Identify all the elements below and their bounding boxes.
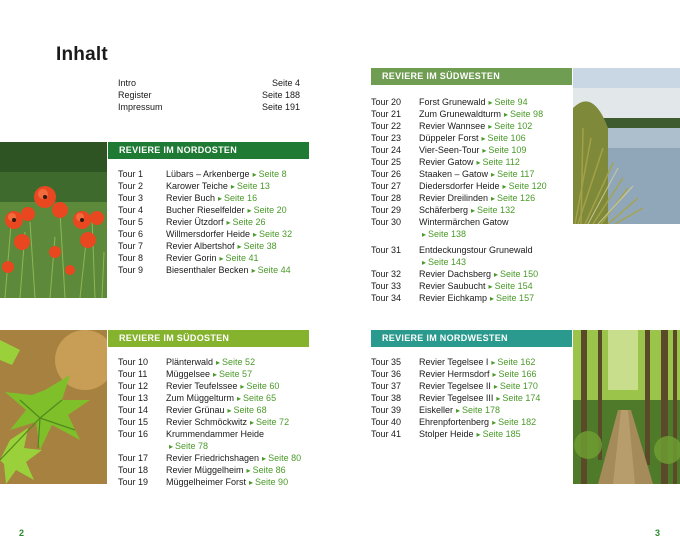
tour-number: Tour 13: [118, 393, 149, 403]
toc-entry-intro[interactable]: [118, 77, 300, 89]
tour-page: ▸ Seite 106: [482, 132, 526, 144]
tour-page: ▸ Seite 109: [482, 144, 526, 156]
tour-page: ▸ Seite 174: [496, 392, 540, 404]
tour-name: Zum Grunewaldturm: [419, 109, 502, 119]
tour-number: Tour 22: [371, 121, 402, 131]
toc-entry-tour[interactable]: [371, 356, 540, 368]
page-number-left: 2: [19, 528, 25, 538]
toc-entry-tour[interactable]: [371, 268, 547, 280]
tour-number: Tour 26: [371, 169, 402, 179]
tour-number: Tour 7: [118, 241, 144, 251]
toc-entry-tour[interactable]: [118, 192, 292, 204]
toc-entry-tour[interactable]: [371, 204, 547, 216]
tour-number: Tour 36: [371, 369, 402, 379]
tour-name: Revier Tegelsee III: [419, 393, 494, 403]
tour-page: ▸ Seite 98: [504, 108, 543, 120]
lake-reeds-photo: [573, 68, 680, 224]
tour-page: ▸ Seite 80: [262, 452, 301, 464]
section-banner-suedwesten: REVIERE IM SÜDWESTEN: [371, 68, 572, 85]
toc-entry-tour[interactable]: [371, 120, 547, 132]
section-banner-nordosten: REVIERE IM NORDOSTEN: [108, 142, 309, 159]
toc-entry-tour[interactable]: [371, 144, 547, 156]
tour-number: Tour 24: [371, 145, 402, 155]
toc-entry-tour[interactable]: [118, 240, 292, 252]
tour-name: Revier Tegelsee II: [419, 381, 491, 391]
toc-entry-tour[interactable]: [371, 132, 547, 144]
tour-name: Revier Dachsberg: [419, 269, 492, 279]
tour-number: Tour 23: [371, 133, 402, 143]
toc-entry-tour[interactable]: [371, 180, 547, 192]
toc-entry-tour[interactable]: [118, 404, 301, 416]
toc-entry-tour[interactable]: [118, 476, 301, 488]
entry-label: Register: [118, 90, 152, 100]
toc-entry-impressum[interactable]: [118, 101, 300, 113]
toc-entry-tour[interactable]: [371, 368, 540, 380]
tour-page: ▸ Seite 20: [248, 204, 287, 216]
toc-entry-tour[interactable]: [371, 192, 547, 204]
tour-name: Revier Gorin: [166, 253, 217, 263]
tour-page: ▸ Seite 78: [169, 440, 208, 452]
tour-name: Bucher Rieselfelder: [166, 205, 245, 215]
tour-number: Tour 9: [118, 265, 144, 275]
toc-entry-tour[interactable]: [371, 96, 547, 108]
tour-page: ▸ Seite 32: [253, 228, 292, 240]
tour-page: ▸ Seite 117: [491, 168, 534, 180]
entry-page: Seite 191: [261, 102, 300, 112]
toc-entry-tour[interactable]: [371, 392, 540, 404]
tour-page: ▸ Seite 90: [249, 476, 288, 488]
tour-name: Schäferberg: [419, 205, 469, 215]
tour-page: ▸ Seite 143: [422, 256, 466, 268]
tour-name: Revier Schmöckwitz: [166, 417, 248, 427]
section-banner-suedosten: REVIERE IM SÜDOSTEN: [108, 330, 309, 347]
toc-entry-tour[interactable]: [118, 216, 292, 228]
section-banner-nordwesten: REVIERE IM NORDWESTEN: [371, 330, 572, 347]
toc-entry-tour[interactable]: [118, 356, 301, 368]
tour-number: Tour 5: [118, 217, 144, 227]
tour-page: ▸ Seite 13: [231, 180, 270, 192]
tour-name: Stolper Heide: [419, 429, 474, 439]
tour-name: Forst Grunewald: [419, 97, 486, 107]
tour-page: ▸ Seite 16: [218, 192, 257, 204]
tour-number: Tour 20: [371, 97, 402, 107]
toc-entry-tour[interactable]: [118, 180, 292, 192]
toc-entry-tour[interactable]: [371, 156, 547, 168]
tour-number: Tour 21: [371, 109, 402, 119]
tour-number: Tour 29: [371, 205, 402, 215]
toc-entry-tour-continued[interactable]: [371, 228, 547, 240]
tour-page: ▸ Seite 170: [494, 380, 538, 392]
tour-number: Tour 3: [118, 193, 144, 203]
tour-page: ▸ Seite 154: [489, 280, 533, 292]
tour-name: Zum Müggelturm: [166, 393, 235, 403]
toc-entry-tour[interactable]: [118, 252, 292, 264]
entry-label: Intro: [118, 78, 137, 88]
toc-entry-tour[interactable]: [118, 204, 292, 216]
tour-page: ▸ Seite 65: [237, 392, 276, 404]
front-matter-list: [118, 77, 300, 113]
tour-number: Tour 39: [371, 405, 402, 415]
tour-page: ▸ Seite 102: [488, 120, 532, 132]
tour-number: Tour 8: [118, 253, 144, 263]
tour-name: Staaken – Gatow: [419, 169, 489, 179]
tour-page: ▸ Seite 86: [247, 464, 286, 476]
toc-entry-tour[interactable]: [371, 428, 540, 440]
tour-page: ▸ Seite 132: [471, 204, 515, 216]
tour-number: Tour 25: [371, 157, 402, 167]
tour-list-suedwesten: [371, 96, 547, 304]
tour-number: Tour 34: [371, 293, 402, 303]
tour-name: Karower Teiche: [166, 181, 228, 191]
toc-entry-tour[interactable]: [118, 452, 301, 464]
toc-entry-tour[interactable]: [371, 280, 547, 292]
tour-page: ▸ Seite 157: [490, 292, 534, 304]
tour-number: Tour 19: [118, 477, 149, 487]
tour-page: ▸ Seite 72: [250, 416, 289, 428]
toc-entry-register[interactable]: [118, 89, 300, 101]
tour-page: ▸ Seite 185: [477, 428, 521, 440]
toc-entry-tour[interactable]: [118, 464, 301, 476]
tour-name: Düppeler Forst: [419, 133, 479, 143]
tour-name: Willmersdorfer Heide: [166, 229, 251, 239]
tour-name: Vier-Seen-Tour: [419, 145, 480, 155]
tour-name: Plänterwald: [166, 357, 214, 367]
tour-name: Wintermärchen Gatow: [419, 217, 509, 227]
tour-page: ▸ Seite 38: [238, 240, 277, 252]
tour-name: Müggelsee: [166, 369, 211, 379]
tour-page: ▸ Seite 162: [491, 356, 535, 368]
toc-entry-tour[interactable]: [118, 428, 301, 440]
toc-entry-tour[interactable]: [118, 416, 301, 428]
tour-name: Müggelheimer Forst: [166, 477, 247, 487]
toc-entry-tour-continued[interactable]: [118, 440, 301, 452]
tour-number: Tour 11: [118, 369, 148, 379]
tour-name: Revier Grünau: [166, 405, 225, 415]
tour-number: Tour 1: [118, 169, 144, 179]
maple-leaf-photo: [0, 330, 107, 484]
toc-entry-tour[interactable]: [118, 392, 301, 404]
tour-number: Tour 16: [118, 429, 149, 439]
tour-page: ▸ Seite 60: [240, 380, 279, 392]
tour-name: Entdeckungstour Grunewald: [419, 245, 533, 255]
tour-page: ▸ Seite 52: [216, 356, 255, 368]
tour-name: Revier Wannsee: [419, 121, 486, 131]
tour-page: ▸ Seite 41: [220, 252, 259, 264]
tour-name: Revier Dreilinden: [419, 193, 489, 203]
tour-list-nordosten: [118, 168, 292, 276]
tour-number: Tour 17: [118, 453, 149, 463]
tour-page: ▸ Seite 44: [252, 264, 291, 276]
toc-entry-tour[interactable]: [118, 380, 301, 392]
toc-entry-tour[interactable]: [371, 380, 540, 392]
tour-name: Revier Teufelssee: [166, 381, 238, 391]
tour-page: ▸ Seite 112: [477, 156, 520, 168]
tour-number: Tour 40: [371, 417, 402, 427]
entry-page: Seite 4: [271, 78, 300, 88]
entry-label: Impressum: [118, 102, 163, 112]
tour-page: ▸ Seite 57: [213, 368, 252, 380]
tour-name: Revier Albertshof: [166, 241, 235, 251]
tour-number: Tour 12: [118, 381, 149, 391]
tour-name: Revier Ützdorf: [166, 217, 224, 227]
tour-page: ▸ Seite 150: [494, 268, 538, 280]
tour-number: Tour 38: [371, 393, 402, 403]
toc-entry-tour[interactable]: [371, 244, 547, 256]
tour-page: ▸ Seite 120: [503, 180, 547, 192]
tour-page: ▸ Seite 182: [492, 416, 536, 428]
page-number-right: 3: [655, 528, 661, 538]
toc-entry-tour[interactable]: [371, 168, 547, 180]
tour-number: Tour 2: [118, 181, 144, 191]
entry-page: Seite 188: [261, 90, 300, 100]
toc-entry-tour[interactable]: [118, 368, 301, 380]
tour-number: Tour 30: [371, 217, 402, 227]
toc-entry-tour[interactable]: [371, 108, 547, 120]
tour-page: ▸ Seite 126: [491, 192, 535, 204]
tour-page: ▸ Seite 68: [228, 404, 267, 416]
tour-number: Tour 31: [371, 245, 402, 255]
toc-entry-tour[interactable]: [118, 168, 292, 180]
tour-number: Tour 15: [118, 417, 149, 427]
tour-page: ▸ Seite 166: [493, 368, 537, 380]
tour-number: Tour 10: [118, 357, 149, 367]
toc-entry-tour-continued[interactable]: [371, 256, 547, 268]
tour-number: Tour 14: [118, 405, 149, 415]
poppy-field-photo: [0, 142, 107, 298]
tour-number: Tour 37: [371, 381, 402, 391]
tour-name: Lübars – Arkenberge: [166, 169, 250, 179]
tour-name: Eiskeller: [419, 405, 454, 415]
tour-number: Tour 35: [371, 357, 402, 367]
tour-number: Tour 32: [371, 269, 402, 279]
toc-entry-tour[interactable]: [118, 228, 292, 240]
toc-entry-tour[interactable]: [371, 292, 547, 304]
page-title: Inhalt: [56, 44, 108, 65]
tour-name: Revier Müggelheim: [166, 465, 244, 475]
toc-entry-tour[interactable]: [371, 216, 547, 228]
tour-number: Tour 4: [118, 205, 144, 215]
tour-name: Krummendammer Heide: [166, 429, 265, 439]
toc-entry-tour[interactable]: [371, 416, 540, 428]
tour-page: ▸ Seite 8: [253, 168, 287, 180]
tour-page: ▸ Seite 26: [227, 216, 266, 228]
tour-number: Tour 28: [371, 193, 402, 203]
tour-name: Revier Saubucht: [419, 281, 486, 291]
tour-name: Revier Buch: [166, 193, 216, 203]
toc-entry-tour[interactable]: [371, 404, 540, 416]
tour-name: Revier Hermsdorf: [419, 369, 490, 379]
tour-number: Tour 41: [371, 429, 402, 439]
tour-list-nordwesten: [371, 356, 540, 440]
tour-number: Tour 33: [371, 281, 402, 291]
tour-name: Revier Friedrichshagen: [166, 453, 260, 463]
forest-path-photo: [573, 330, 680, 484]
tour-name: Ehrenpfortenberg: [419, 417, 490, 427]
tour-name: Revier Gatow: [419, 157, 474, 167]
tour-number: Tour 27: [371, 181, 402, 191]
tour-name: Biesenthaler Becken: [166, 265, 249, 275]
tour-page: ▸ Seite 138: [422, 228, 466, 240]
toc-entry-tour[interactable]: [118, 264, 292, 276]
tour-page: ▸ Seite 178: [456, 404, 500, 416]
tour-number: Tour 18: [118, 465, 149, 475]
tour-page: ▸ Seite 94: [489, 96, 528, 108]
tour-name: Diedersdorfer Heide: [419, 181, 500, 191]
tour-name: Revier Eichkamp: [419, 293, 488, 303]
tour-name: Revier Tegelsee I: [419, 357, 489, 367]
tour-number: Tour 6: [118, 229, 144, 239]
tour-list-suedosten: [118, 356, 301, 488]
